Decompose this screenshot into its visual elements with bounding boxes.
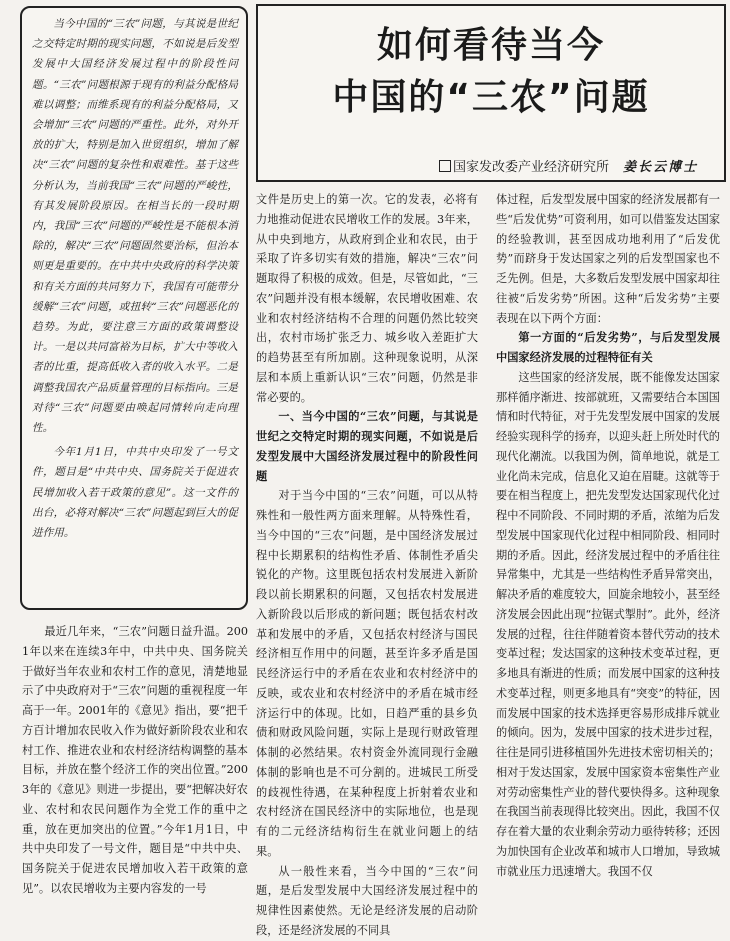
title-box xyxy=(256,4,726,182)
body-column-1 xyxy=(22,622,248,899)
article-title xyxy=(258,20,724,124)
title-line-2: 中国的“三农”问题 xyxy=(332,77,650,118)
column-1-paragraph: 最近几年来，“三农”问题日益升温。2001年以来在连续3年中，中共中央、国务院关于做好当年农业和农村工作的意见，清楚地显示了中央政府对于“三农”问题的重视程度一年高于一年。2001年的《意见》指出，要“把千方百计增加农民收入作为做好新阶段农业和农村工作、推进农业和农村经济结构调整的基本目标，并放在整个经济工作的突出位置。”2003年的《意见》则进一步提出，要“把解决好农业、农村和农民问题作为全党工作的重中之重，放在更加突出的位置。”今年1月1日，中共中央印发了一号文件，题目是“中共中央、国务院关于促进农民增加收入若干政策的意见”。以农民增收为主要内容发的一号 xyxy=(22,625,248,895)
abstract-paragraph-2: 今年1月1日，中共中央印发了一号文件，题目是“中共中央、国务院关于促进农民增加收入若干政策的意见”。这一文件的出台，必将对解决“三农”问题起到巨大的促进作用。 xyxy=(32,446,238,540)
title-line-1: 如何看待当今 xyxy=(376,25,605,66)
column-2-paragraph-1: 文件是历史上的第一次。它的发表，必将有力地推动促进农民增收工作的发展。3年来，从中央到地方，从政府到企业和农民，由于采取了许多切实有效的措施，解决“三农”问题取得了积极的成效。但是，尽管如此，“三农”问题并没有根本缓解，农民增收困难、农业和农村经济结构不合理的问题仍然比较突出，农村市场扩张乏力、城乡收入差距扩大的趋势甚至有所加剧。这种现象说明，从深层和本质上重新认识“三农”问题，仍然是非常必要的。 xyxy=(256,193,478,404)
byline xyxy=(439,156,698,175)
abstract-paragraph-1: 当今中国的“三农”问题，与其说是世纪之交特定时期的现实问题，不如说是后发型发展中大国经济发展过程中的阶段性问题。“三农”问题根源于现有的利益分配格局难以调整；而维系现有的利益分配格局，又会增加“三农”问题的严重性。此外，对外开放的扩大，特别是加入世贸组织，增加了解决“三农”问题的复杂性和艰难性。基于这些分析认为，当前我国“三农”问题的严峻性，有其发展阶段原因。在相当长的一段时期内，我国“三农”问题的严峻性是不能根本消除的，解决“三农”问题固然要治标，但治本则更是重要的。在中共中央政府的科学决策和有关方面的共同努力下，我国有可能带分缓解“三农”问题，或扭转“三农”问题恶化的趋势。为此，要注意三方面的政策调整设计。一是以共同富裕为目标，扩大中等收入者的比重，提高低收入者的收入水平。二是调整我国农产品质量管理的目标指向。三是对待“三农”问题要由唤起同情转向走向理性。 xyxy=(32,18,238,435)
abstract-box xyxy=(20,6,248,610)
byline-institution: 国家发改委产业经济研究所 xyxy=(452,160,609,175)
column-2-paragraph-2: 对于当今中国的“三农”问题，可以从特殊性和一般性两方面来理解。从特殊性看，当今中国的“三农”问题，是中国经济发展过程中长期累积的结构性矛盾、体制性矛盾尖锐化的产物。这里既包括农村发展进入新阶段以前长期累积的问题，又包括农村发展进入新阶段以后形成的新问题；既包括农村改革和发展中的矛盾，又包括农村经济与国民经济相互作用中的问题，甚至许多矛盾是国民经济运行中的矛盾在农业和农村经济中的反映，或农业和农村经济中的矛盾在城市经济运行中的体现。比如，日趋严重的县乡负债和财政风险问题，实际上是现行财政管理体制的必然结果。农村资金外流同现行金融体制的影响也是不可分割的。进城民工所受的歧视性待遇，在某种程度上折射着农业和农村经济在国民经济中的实际地位，也是现有的二元经济结构衍生在就业问题上的结果。 xyxy=(256,489,478,858)
section-heading-1: 一、当今中国的“三农”问题，与其说是世纪之交特定时期的现实问题，不如说是后发型发展中大国经济发展过程中的阶段性问题 xyxy=(256,409,478,483)
body-column-3 xyxy=(496,190,720,881)
body-column-2 xyxy=(256,190,478,941)
column-3-paragraph-2: 这些国家的经济发展，既不能像发达国家那样循序渐进、按部就班，又需要结合本国国情和时代特征，对于先发型发展中国家的发展经验实现科学的扬弃，以迎头赶上所处时代的现代化潮流。以我国为例，简单地说，就是工业化尚未完成，信息化又迫在眉睫。这就等于要在相当程度上，把先发型发达国家现代化过程中不同阶段、不同时期的矛盾，浓缩为后发型发展中国家现代化过程中相同阶段、相同时期的矛盾。因此，经济发展过程中的矛盾往往异常集中，尤其是一些结构性矛盾异常突出，解决矛盾的难度较大，回旋余地较小，甚至经济发展会因此出现“拉锯式掣肘”。此外，经济发展的过程，往往伴随着资本替代劳动的技术变革过程；发达国家的这种技术变革过程，更多地具有渐进的性质；而发展中国家的这种技术变革过程，则更多地具有“突变”的特征，因而发展中国家的技术选择更容易形成排斥就业的倾向。因为，发展中国家的技术进步过程，往往是同引进移植国外先进技术密切相关的；相对于发达国家，发展中国家资本密集性产业对劳动密集性产业的替代要快得多。这种现象在我国当前表现得比较突出。因此，我国不仅存在着大量的农业剩余劳动力亟待转移；还因为加快国有企业改革和城市人口增加，导致城市就业压力迅速增大。我国不仅 xyxy=(496,370,721,878)
column-2-paragraph-3: 从一般性来看，当今中国的“三农”问题，是后发型发展中大国经济发展过程中的规律性因素使然。无论是经济发展的启动阶段，还是经济发展的不同具 xyxy=(256,864,478,937)
byline-author: 姜长云博士 xyxy=(622,160,698,175)
square-bullet-icon xyxy=(439,160,451,172)
column-3-paragraph-1: 体过程，后发型发展中国家的经济发展都有一些“后发优势”可资利用，如可以借鉴发达国家的经验教训，甚至因成功地利用了“后发优势”而跻身于发达国家之列的后发型国家也不乏先例。但是，大多数后发型发展中国家却往往被“后发劣势”所困。这种“后发劣势”主要表现在以下两个方面： xyxy=(496,193,721,325)
section-heading-2: 第一方面的“后发劣势”，与后发型发展中国家经济发展的过程特征有关 xyxy=(496,330,720,364)
